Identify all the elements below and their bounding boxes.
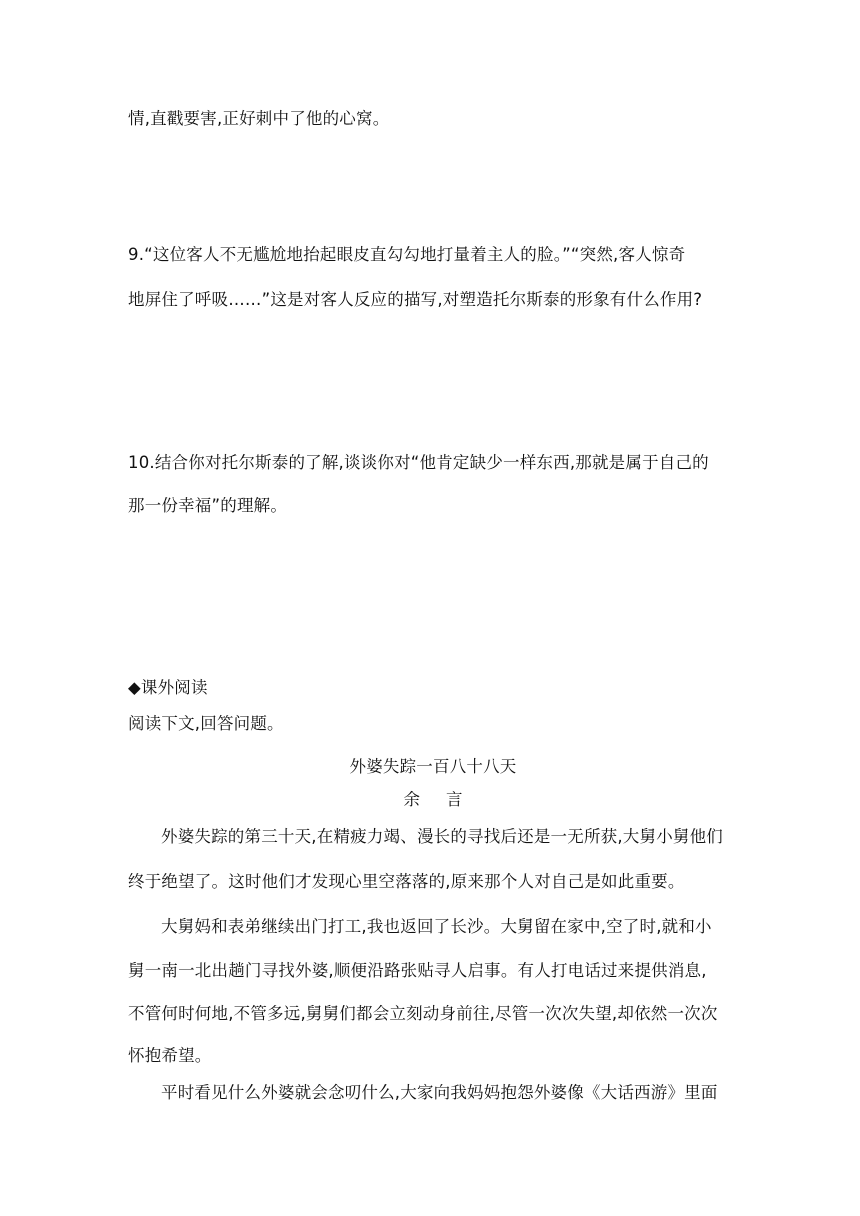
section-instruction: 阅读下文,回答问题。 xyxy=(128,714,284,733)
paragraph-2-line-1: 大舅妈和表弟继续出门打工,我也返回了长沙。大舅留在家中,空了时,就和小 xyxy=(161,917,712,936)
question-9-line-1: 9.“这位客人不无尴尬地抬起眼皮直勾勾地打量着主人的脸。”“突然,客人惊奇 xyxy=(128,245,686,264)
section-heading: ◆课外阅读 xyxy=(128,678,208,697)
question-10-line-2: 那一份幸福”的理解。 xyxy=(128,496,288,515)
author-first-char: 余 xyxy=(403,790,420,809)
article-author xyxy=(128,789,738,811)
article-title: 外婆失踪一百八十八天 xyxy=(349,757,517,776)
question-10-line-1: 10.结合你对托尔斯泰的了解,谈谈你对“他肯定缺少一样东西,那就是属于自己的 xyxy=(128,453,709,472)
paragraph-2-line-4: 怀抱希望。 xyxy=(128,1046,212,1065)
question-8-tail: 情,直戳要害,正好刺中了他的心窝。 xyxy=(128,109,390,128)
paragraph-1-line-2: 终于绝望了。这时他们才发现心里空落落的,原来那个人对自己是如此重要。 xyxy=(128,872,685,891)
paragraph-2-line-3: 不管何时何地,不管多远,舅舅们都会立刻动身前往,尽管一次次失望,却依然一次次 xyxy=(128,1004,718,1023)
paragraph-1-line-1: 外婆失踪的第三十天,在精疲力竭、漫长的寻找后还是一无所获,大舅小舅他们 xyxy=(161,827,723,846)
question-9-line-2: 地屏住了呼吸……”这是对客人反应的描写,对塑造托尔斯泰的形象有什么作用? xyxy=(128,290,703,309)
paragraph-2-line-2: 舅一南一北出趟门寻找外婆,顺便沿路张贴寻人启事。有人打电话过来提供消息, xyxy=(128,961,707,980)
paragraph-3-line-1: 平时看见什么外婆就会念叨什么,大家向我妈妈抱怨外婆像《大话西游》里面 xyxy=(161,1083,718,1102)
author-second-char: 言 xyxy=(446,790,463,809)
